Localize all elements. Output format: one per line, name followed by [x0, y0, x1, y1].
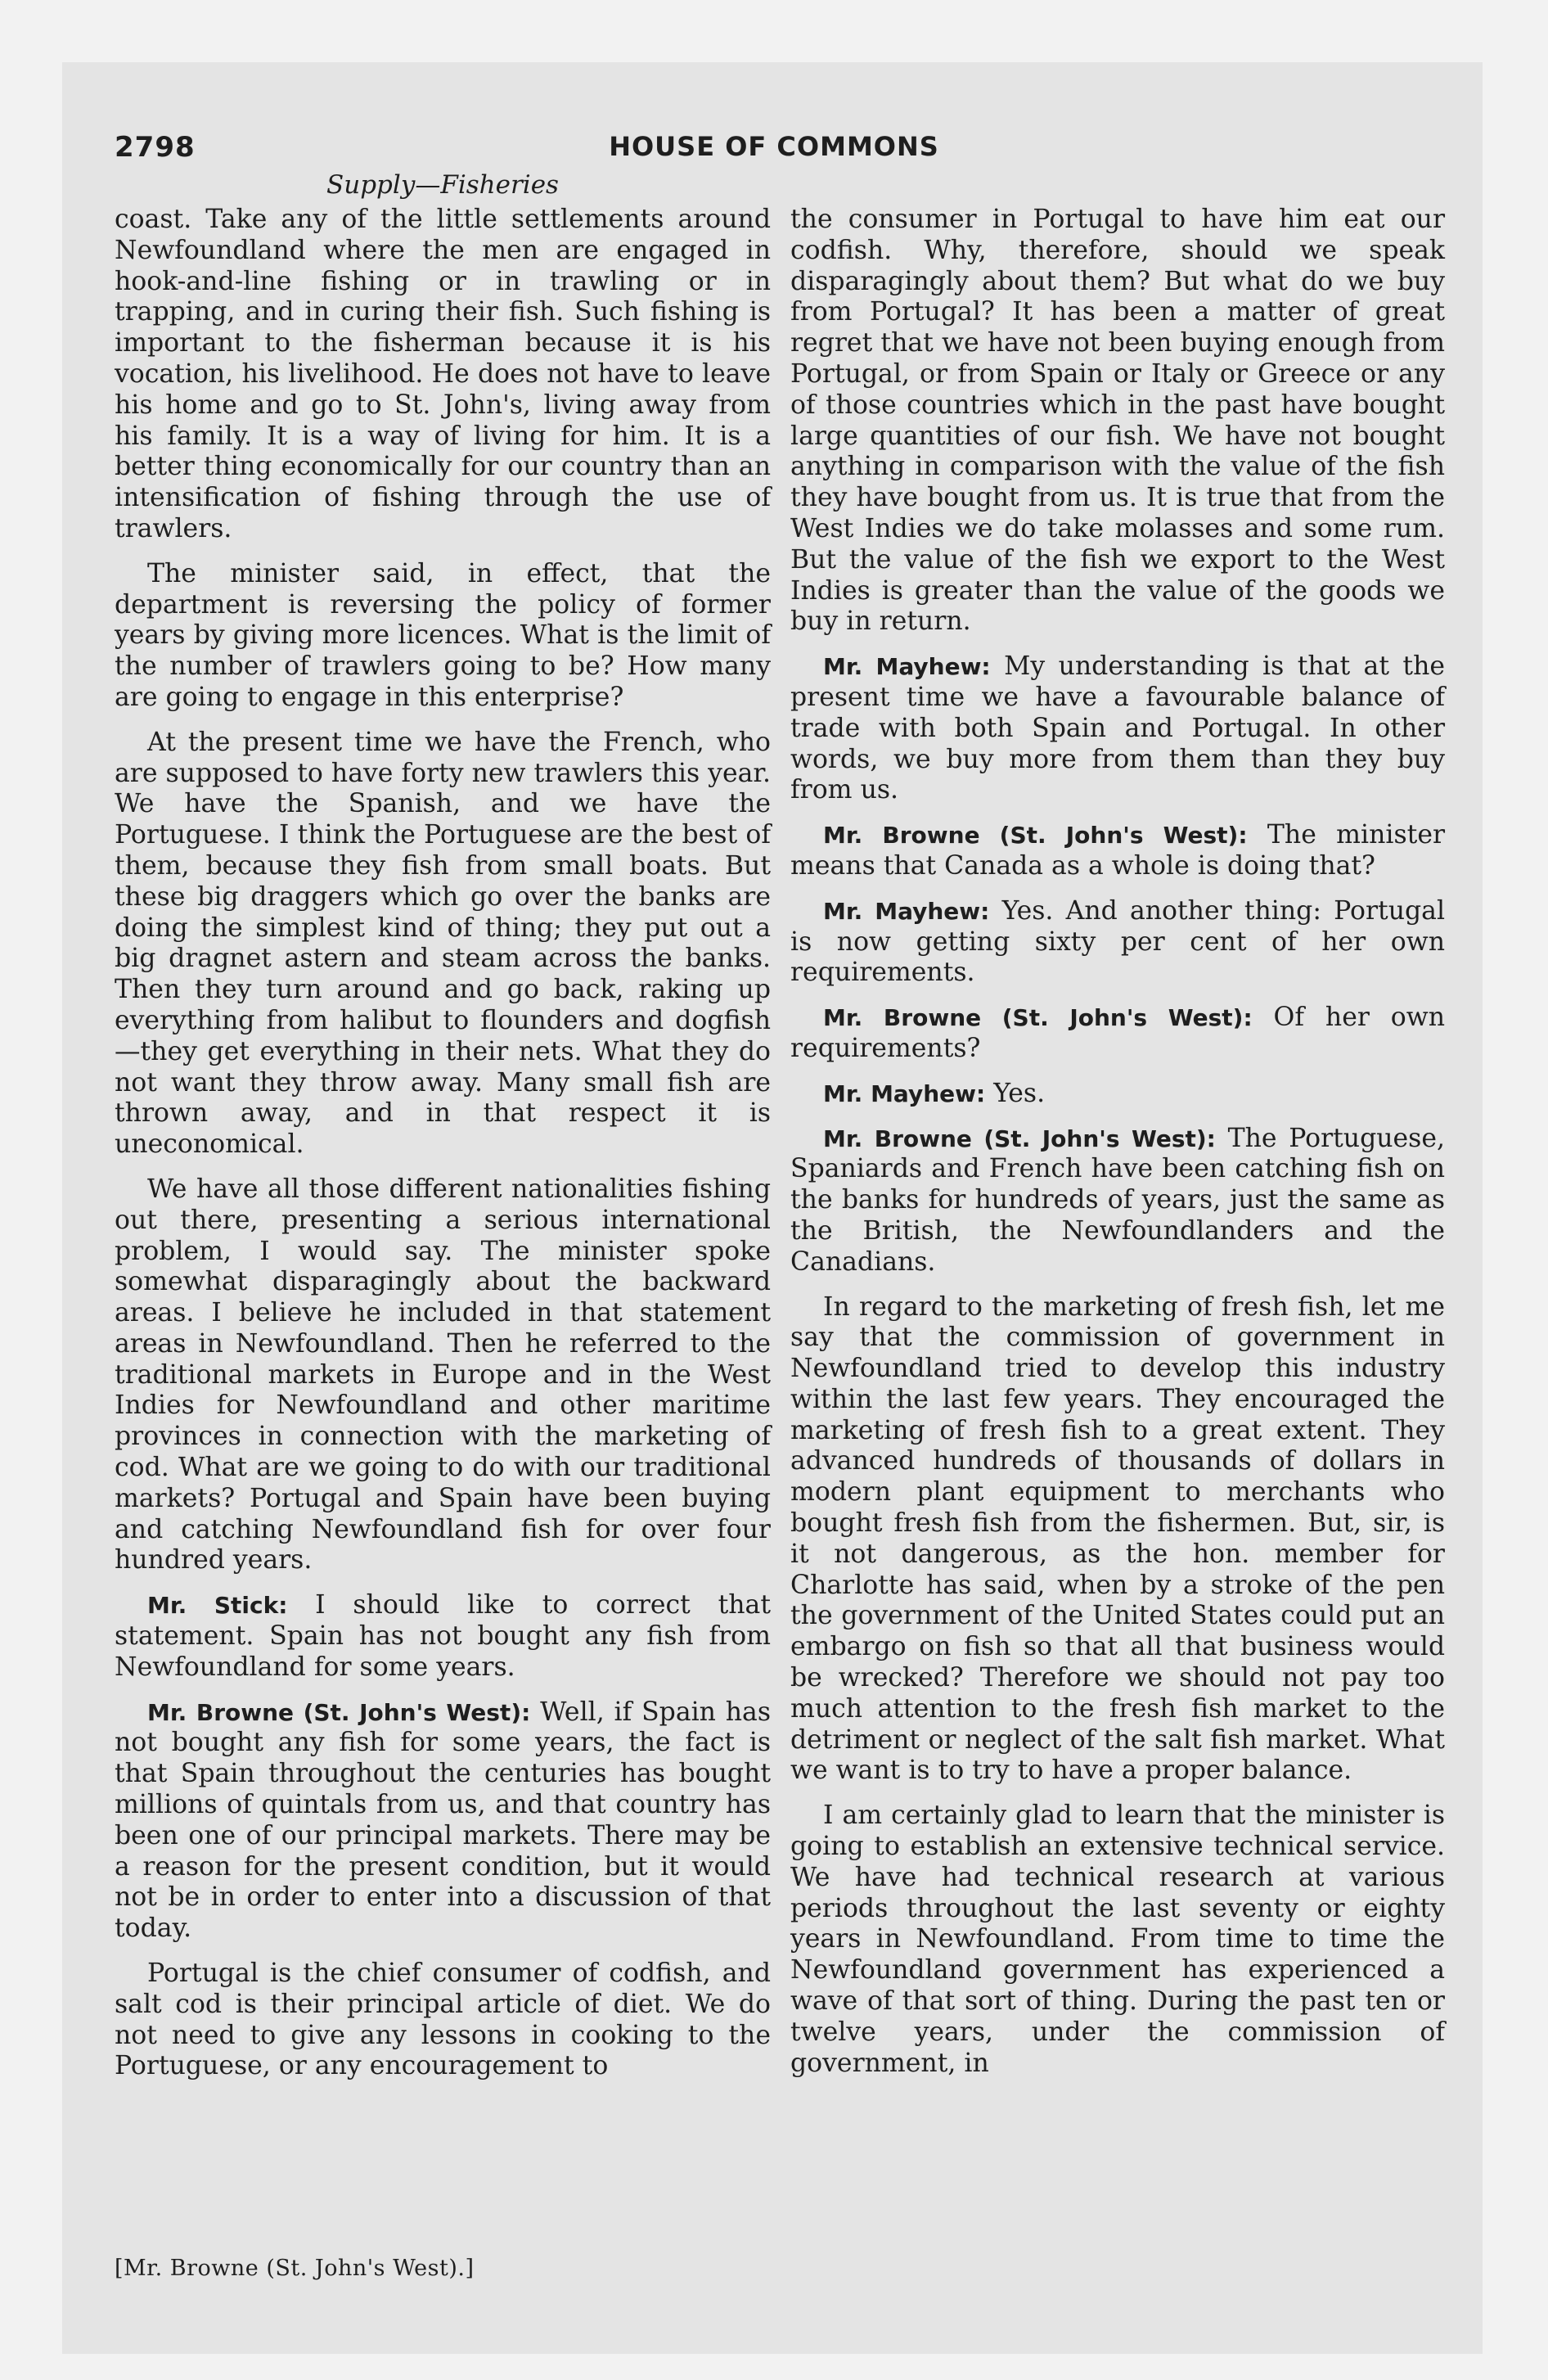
paragraph-text: the consumer in Portugal to have him eat our codfish. Why, therefore, should we speak disparagingly about them? But what do we buy from Portugal? It has been a matter of great regret that we have not been buying enough from Portugal, or from Spain or Italy or Greece or any of those countries which in the past have bought large quantities of our fish. We have not bought anything in comparison with the value of the fish they have bought from us. It is true that from the West Indies we do take molasses and some rum. But the value of the fish we export to the West Indies is greater than the value of the goods we buy in return.	[790, 205, 1445, 637]
speech-text: Of her own requirements?	[790, 1003, 1446, 1063]
paragraph	[790, 1801, 1445, 2079]
speech	[790, 820, 1445, 882]
speech	[790, 1003, 1445, 1065]
paragraph-text: In regard to the marketing of fresh fish, let me say that the commission of government in Newfoundland tried to develop this industry within the last few years. They encouraged the marketing of fresh fish to a great extent. They advanced hundreds of thousands of dollars in modern plant equipment to merchants who bought fresh fish from the fishermen. But, sir, is it not dangerous, as the hon. member for Charlotte has said, when by a stroke of the pen the government of the United States could put an embargo on fish so that all that business would be wrecked? Therefore we should not pay too much attention to the fresh fish market to the detriment or neglect of the salt fish market. What we want is to try to have a proper balance.	[790, 1291, 1445, 1786]
paragraph	[790, 205, 1445, 638]
left-column	[115, 205, 771, 2096]
speech-text: The minister means that Canada as a whole is doing that?	[790, 820, 1446, 881]
speech-text: Yes.	[993, 1078, 1046, 1108]
speech	[115, 1590, 771, 1683]
paragraph	[115, 559, 771, 714]
speaker-name: Mr. Mayhew:	[823, 653, 991, 681]
paragraph-text: Portugal is the chief consumer of codfish, and salt cod is their principal article of diet. We do not need to give any lessons in cooking to the Portuguese, or any encouragement to	[115, 1959, 771, 2081]
speaker-name: Mr. Browne (St. John's West):	[823, 1125, 1216, 1152]
speaker-name: Mr. Browne (St. John's West):	[823, 1004, 1253, 1032]
paragraph-text: At the present time we have the French, who are supposed to have forty new trawlers this year. We have the Spanish, and we have the Portuguese. I think the Portuguese are the best of them, because they fish from small boats. But these big draggers which go over the banks are doing the simplest kind of thing; they put out a big dragnet astern and steam across the banks. Then they turn around and go back, raking up everything from halibut to flounders and dogfish—they get everything in their nets. What they do not want they throw away. Many small fish are thrown away, and in that respect it is uneconomical.	[115, 727, 771, 1160]
running-head: HOUSE OF COMMONS	[609, 131, 939, 162]
paragraph	[115, 1174, 771, 1576]
speaker-name: Mr. Mayhew:	[823, 897, 990, 925]
speaker-name: Mr. Stick:	[147, 1592, 288, 1620]
speech	[790, 1079, 1445, 1110]
speech-text: My understanding is that at the present time we have a favourable balance of trade with both Spain and Portugal. In other words, we buy more from them than they buy from us.	[790, 651, 1446, 805]
speaker-continuation-note: [Mr. Browne (St. John's West).]	[115, 2256, 475, 2281]
speech	[115, 1697, 771, 1945]
speech-text: I should like to correct that statement. Spain has not bought any fish from Newfoundland for some years.	[115, 1590, 771, 1682]
speaker-name: Mr. Browne (St. John's West):	[823, 822, 1248, 850]
paragraph	[115, 728, 771, 1161]
speaker-name: Mr. Mayhew:	[823, 1080, 986, 1107]
section-heading: Supply—Fisheries	[326, 170, 559, 200]
paragraph-text: We have all those different nationalities fishing out there, presenting a serious international problem, I would say. The minister spoke somewhat disparagingly about the backward areas. I believe he included in that statement areas in Newfoundland. Then he referred to the traditional markets in Europe and in the West Indies for Newfoundland and other maritime provinces in connection with the marketing of cod. What are we going to do with our traditional markets? Portugal and Spain have been buying and catching Newfoundland fish for over four hundred years.	[115, 1174, 771, 1575]
paragraph-text: I am certainly glad to learn that the minister is going to establish an extensive technical service. We have had technical research at various periods throughout the last seventy or eighty years in Newfoundland. From time to time the Newfoundland government has experienced a wave of that sort of thing. During the past ten or twelve years, under the commission of government, in	[790, 1801, 1445, 2078]
paragraph	[115, 1959, 771, 2082]
speech-text: Well, if Spain has not bought any fish for some years, the fact is that Spain throughout the centuries has bought millions of quintals from us, and that country has been one of our principal markets. There may be a reason for the present condition, but it would not be in order to enter into a discussion of that today.	[115, 1697, 771, 1944]
page-number: 2798	[115, 131, 196, 164]
paragraph-text: The minister said, in effect, that the department is reversing the policy of former years by giving more licences. What is the limit of the number of trawlers going to be? How many are going to engage in this enterprise?	[115, 558, 771, 712]
speech	[790, 896, 1445, 989]
paragraph-text: coast. Take any of the little settlements around Newfoundland where the men are engaged in hook-and-line fishing or in trawling or in trapping, and in curing their fish. Such fishing is important to the fisherman because it is his vocation, his livelihood. He does not have to leave his home and go to St. John's, living away from his family. It is a way of living for him. It is a better thing economically for our country than an intensification of fishing through the use of trawlers.	[115, 205, 771, 543]
speech	[790, 1124, 1445, 1278]
paragraph	[790, 1292, 1445, 1787]
speaker-name: Mr. Browne (St. John's West):	[147, 1698, 531, 1726]
speech	[790, 651, 1445, 806]
right-column	[790, 205, 1445, 2093]
speech-text: The Portuguese, Spaniards and French have been catching fish on the banks for hundreds of years, just the same as the British, the Newfoundlanders and the Canadians.	[790, 1123, 1446, 1277]
paragraph	[115, 205, 771, 545]
speech-text: Yes. And another thing: Portugal is now getting sixty per cent of her own requirements.	[790, 895, 1446, 988]
